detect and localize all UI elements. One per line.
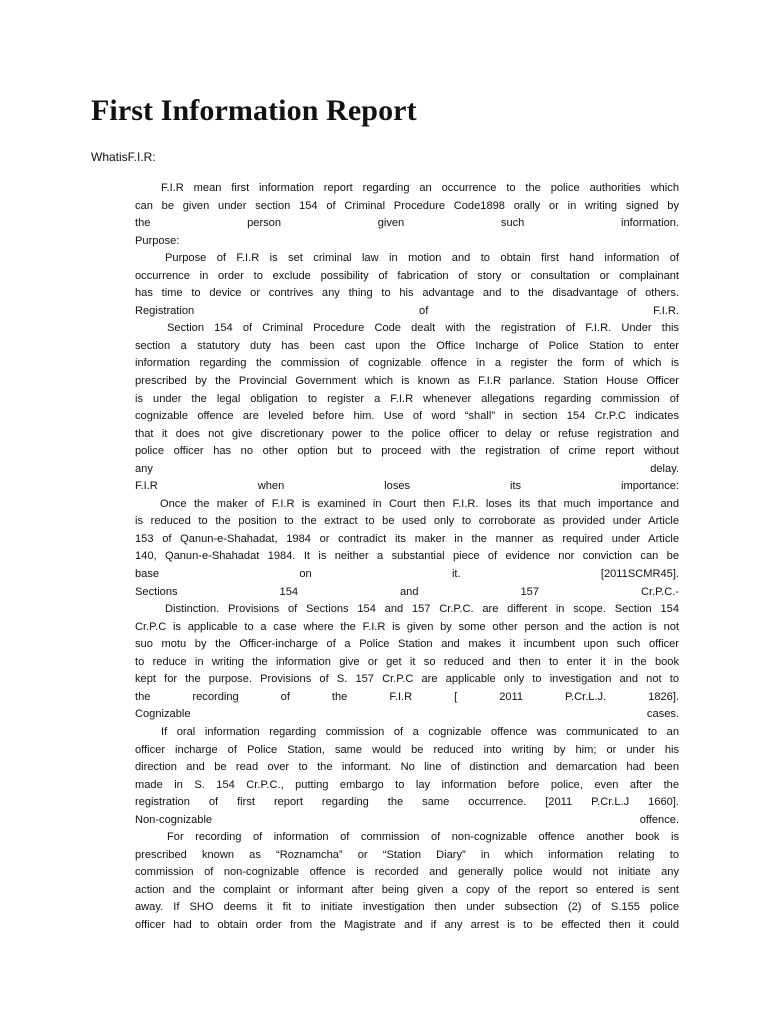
text-line: away. If SHO deems it fit to initiate investigation then under subsection (2) of S.155 police (135, 901, 679, 914)
text-line: has time to device or contrives any thing to his advantage and to the disadvantage of others. (135, 287, 679, 300)
text-line: the recording of the F.I.R [ 2011 P.Cr.L.J. 1826]. (135, 690, 679, 703)
text-line: kept for the purpose. Provisions of S. 157 Cr.P.C are applicable only to investigation and not to (135, 673, 679, 686)
text-line: registration of first report regarding the same occurrence. [2011 P.Cr.L.J 1660]. (135, 796, 679, 809)
text-line: officer incharge of Police Station, same would be reduced into writing by him; or under his (135, 743, 679, 756)
text-line: police officer has no other option but to proceed with the registration of crime report without (135, 445, 679, 458)
text-line: occurrence in order to exclude possibility of fabrication of story or consultation or complainant (135, 269, 679, 282)
text-line: F.I.R mean first information report regarding an occurrence to the police authorities which (161, 182, 679, 194)
text-line: 153 of Qanun-e-Shahadat, 1984 or contradict its maker in the manner as required under Article (135, 532, 679, 545)
text-line: the person given such information. (135, 217, 679, 230)
text-line: information regarding the commission of cognizable offence in a register the form of which is (135, 357, 679, 370)
text-line: that it does not give discretionary power to the police officer to delay or refuse registration and (135, 427, 679, 440)
text-line: officer had to obtain order from the Magistrate and if any arrest is to be effected then it could (135, 918, 679, 931)
text-line: Once the maker of F.I.R is examined in Court then F.I.R. loses its that much importance and (160, 497, 679, 510)
text-line: can be given under section 154 of Criminal Procedure Code1898 orally or in writing signed by (135, 199, 679, 212)
text-line: direction and be read over to the informant. No line of distinction and demarcation had been (135, 761, 679, 774)
text-line: Sections 154 and 157 Cr.P.C.- (135, 585, 679, 598)
text-line: Cr.P.C is applicable to a case where the F.I.R is given by some other person and the action is not (135, 620, 679, 633)
page-title: First Information Report (91, 94, 417, 127)
text-line: Registration of F.I.R. (135, 304, 679, 317)
text-line: F.I.R when loses its importance: (135, 480, 679, 493)
text-line: is under the legal obligation to register a F.I.R whenever allegations regarding commission of (135, 392, 679, 405)
text-line: If oral information regarding commission of a cognizable offence was communicated to an (161, 725, 679, 738)
section-question: WhatisF.I.R: (91, 150, 156, 164)
text-line: Cognizable cases. (135, 708, 679, 721)
text-line: Section 154 of Criminal Procedure Code dealt with the registration of F.I.R. Under this (167, 322, 679, 335)
text-line: section a statutory duty has been cast upon the Office Incharge of Police Station to enter (135, 339, 679, 352)
body-text (135, 180, 679, 935)
text-line: 140, Qanun-e-Shahadat 1984. It is neither a substantial piece of evidence nor conviction can be (135, 550, 679, 563)
text-line: Distinction. Provisions of Sections 154 and 157 Cr.P.C. are different in scope. Section 154 (165, 603, 679, 616)
text-line: base on it. [2011SCMR45]. (135, 568, 679, 581)
text-line: cognizable offence are leveled before him. Use of word “shall” in section 154 Cr.P.C indicates (135, 410, 679, 423)
text-line: action and the complaint or informant after being given a copy of the report so entered is sent (135, 883, 679, 896)
text-line: to reduce in writing the information give or get it so reduced and then to enter it in the book (135, 655, 679, 668)
text-line: suo motu by the Officer-incharge of a Police Station and makes it incumbent upon such officer (135, 638, 679, 651)
text-line: Non-cognizable offence. (135, 813, 679, 826)
text-line: commission of non-cognizable offence is recorded and generally police would not initiate any (135, 866, 679, 879)
text-line: Purpose: (135, 234, 180, 247)
text-line: Purpose of F.I.R is set criminal law in motion and to obtain first hand information of (165, 252, 679, 265)
text-line: is reduced to the position to the extract to be used only to corroborate as provided under Article (135, 515, 679, 528)
text-line: made in S. 154 Cr.P.C., putting embargo to lay information before police, even after the (135, 778, 679, 791)
text-line: any delay. (135, 462, 679, 475)
text-line: prescribed known as “Roznamcha” or “Station Diary” in which information relating to (135, 848, 679, 861)
text-line: prescribed by the Provincial Government which is known as F.I.R parlance. Station House Officer (135, 375, 679, 388)
text-line: For recording of information of commission of non-cognizable offence another book is (167, 831, 679, 844)
